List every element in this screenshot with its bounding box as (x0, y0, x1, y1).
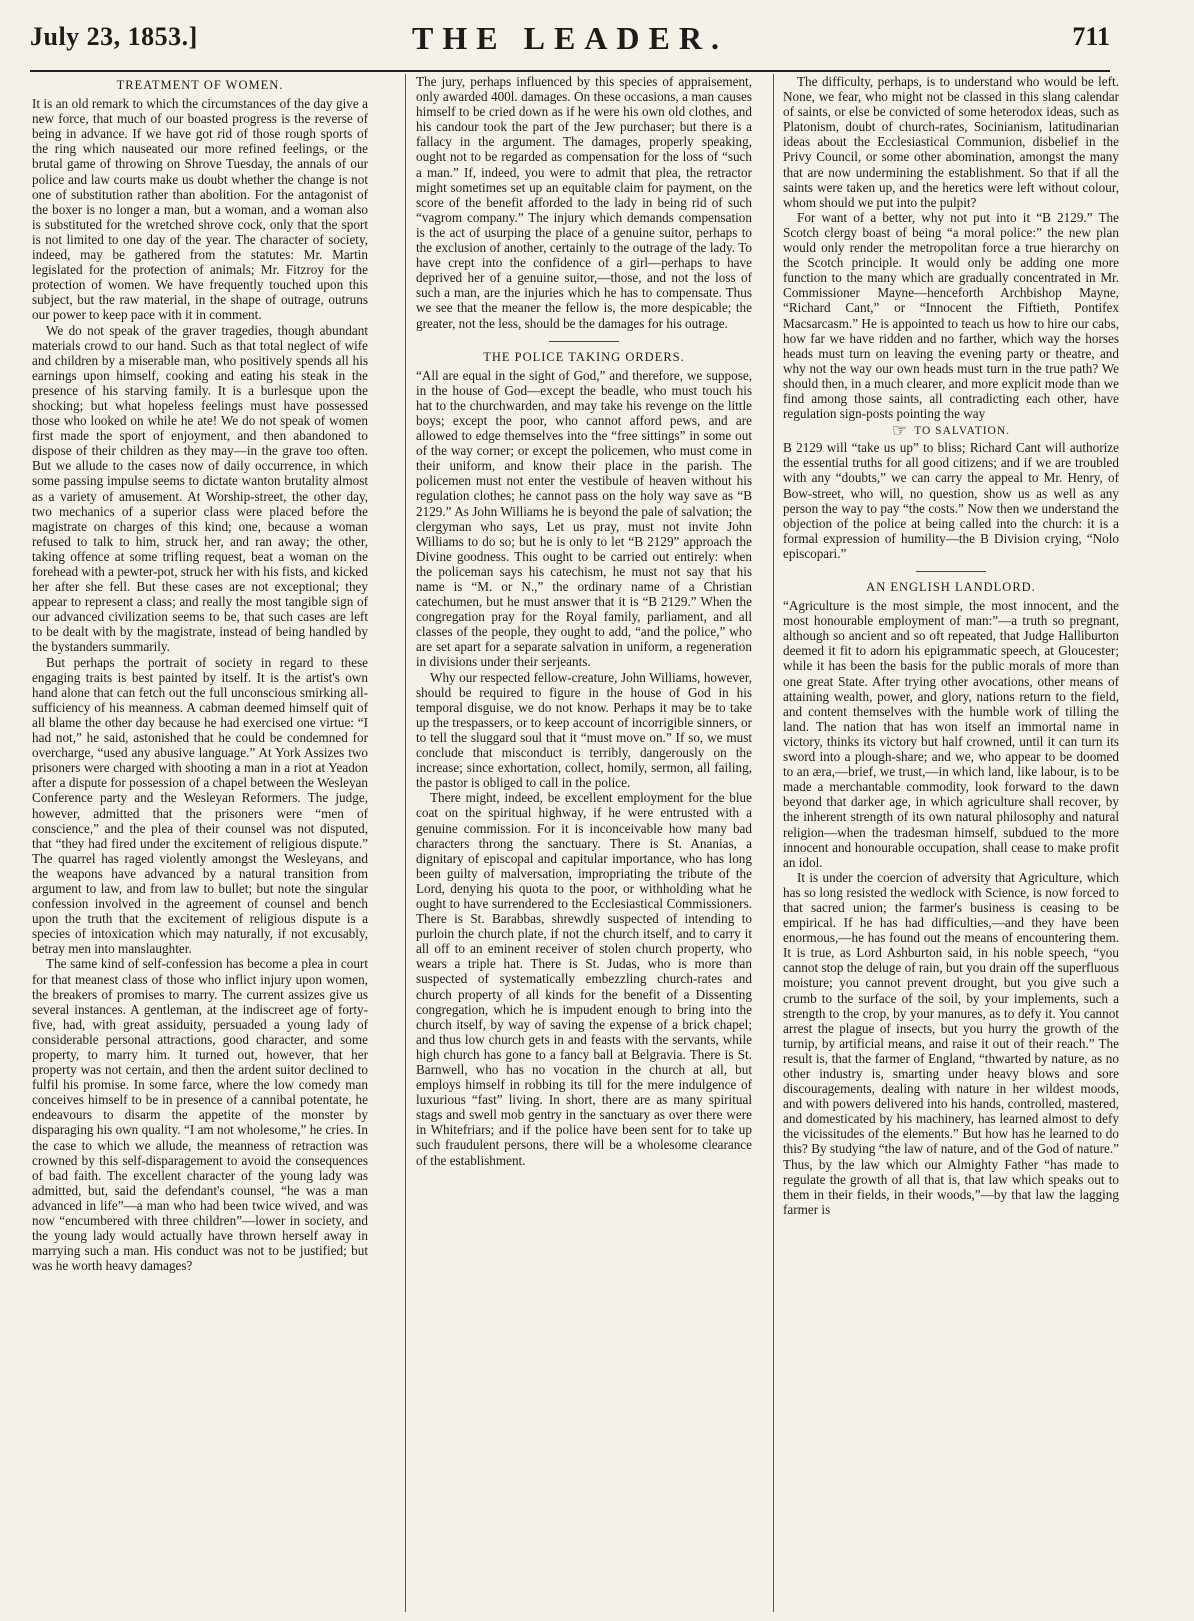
article-paragraph: We do not speak of the graver tragedies, though abundant materials crowd to our hand. Such as that total neglect of wife and children by a miserable man, who positively spends all his earnings upon himself, cooking and eating his steak in the presence of his starving family. It is a burlesque upon the shocking; but what hopeless feelings must have possessed those who looked on while he ate! We do not speak of women first made the sport of enjoyment, and then abandoned to dispose of their children as they may—in the grave too often. But we allude to the cases now of daily occurrence, in which some passing impulse seems to dictate wanton brutality almost as a variety of amusement. At Worship-street, the other day, two mechanics of a superior class were placed before the magistrate on charges of this kind; one, because a woman refused to talk to him, struck her, and ran away; the other, taking offence at some trifling request, beat a woman on the forehead with a pewter-pot, struck her with his fists, and kicked her after she fell. But these cases are not exceptional; they appear to represent a class; and really the most tangible sign of our advanced civilization seems to be, that such cases are left to be dealt with by the magistrate, instead of being handled by the bystanders summarily. (32, 322, 368, 655)
article-paragraph: It is under the coercion of adversity that Agriculture, which has so long resisted the wedlock with Science, is now forced to that sacred union; the farmer's business is ceasing to be empirical. If he has had difficulties,—and they have been enormous,—he has found out the means of encountering them. It is true, as Lord Ashburton said, in his noble speech, “you cannot stop the deluge of rain, but you drain off the superfluous moisture; you cannot prevent drought, but you give such a crumb to the surface of the soil, by your implements, such a strength to the crop, by your manures, as to defy it. You cannot arrest the plague of insects, but you hurry the growth of the turnip, by artificial means, and raise it out of their reach.” The result is, that the farmer of England, “thwarted by nature, as no other industry is, smarting under heavy blows and sore discouragements, dealing with nature in her wildest moods, and with powers delivered into his hands, controlled, mastered, and domesticated by his machinery, has learned almost to defy the vicissitudes of the elements.” But how has he learned to do this? By studying “the law of nature, and of the God of nature.” Thus, by the law which our Almighty Father “has made to regulate the growth of all that is, that law which speaks out to them in their fields, in their woods,”—by that law the lagging farmer is (783, 869, 1119, 1217)
article-paragraph: B 2129 will “take us up” to bliss; Richard Cant will authorize the essential truths for all good citizens; and if we are troubled with any “doubts,” we can carry the appeal to Mr. Henry, of Bow-street, who will, no question, show us as well as any person the way to pay “the costs.” Now then we understand the objection of the police at being called into the church: it is a formal expression of humility—the B Division crying, “Nolo episcopari.” (783, 440, 1119, 561)
column-rule-left (405, 74, 406, 1612)
article-paragraph: “All are equal in the sight of God,” and therefore, we suppose, in the house of God—except the beadle, who must touch his hat to the churchwarden, and may take his revenge on the little boys; except the poor, who cannot afford pews, and are allowed to edge themselves into the “free sittings” in some out of the way corner; or except the policemen, who must come in their uniform, and know their place in the parish. The policemen must not enter the vestibule of heaven without his regulation clothes; he cannot pass on the holy way save as “B 2129.” As John Williams he is beyond the pale of salvation; the clergyman who says, Let us pray, must not invite John Williams to do so; but he is only to let “B 2129” approach the Divine goodness. This ought to be carried out entirely: when the policeman says his catechism, he must not say that his name is “M. or N.,” the ordinary name of a Christian catechumen, but he must answer that it is “B 2129.” When the congregation pray for the Royal family, parliament, and all classes of the people, they ought to add, “and the police,” who are set apart for a separate salvation in uniform, a regeneration in divisions under their serjeants. (416, 367, 752, 670)
page-number: 711 (1072, 22, 1110, 51)
column-3 (783, 74, 1119, 1612)
article-separator (916, 571, 986, 572)
article-paragraph: “Agriculture is the most simple, the most innocent, and the most honourable employment of man:”—a truth so pregnant, although so ancient and so oft repeated, that Judge Halliburton deemed it fit to adorn his epigrammatic speech, at Gloucester; while it has been the basis for the public morals of more than one great State. After trying other avocations, other means of attaining wealth, power, and glory, nations return to the field, and content themselves with the humble work of tilling the land. The nation that has won itself an immortal name in victory, thinks its victory but half crowned, until it can turn its sword into a plough-share; and we, who appear to be doomed to an æra,—brief, we trust,—in which land, like labour, is to be made a merchantable commodity, look forward to the dawn beyond that darker age, in which agriculture shall recover, by the inherent strength of its own natural philosophy and natural religion—when the tradesman himself, subdued to the more innocent and honourable occupation, shall cease to make profit an idol. (783, 598, 1119, 870)
article-title-landlord: AN ENGLISH LANDLORD. (866, 580, 1036, 594)
article-paragraph: The jury, perhaps influenced by this species of appraisement, only awarded 400l. damages. On these occasions, a man causes himself to be cried down as if he were his own old clothes, and his candour took the part of the Jew purchaser; but there is a fallacy in the argument. The damages, properly speaking, ought not to be regarded as compensation for the loss of “such a man.” If, indeed, you were to admit that plea, the retractor might sometimes set up an equitable claim for payment, on the score of the benefit afforded to the lady in being rid of such “vagrom company.” The injury which demands compensation is the act of usurping the place of a genuine suitor, perhaps to the exclusion of another, certainly to the outrage of the lady. To have crept into the confidence of a girl—perhaps to have deprived her of a genuine suitor,—those, and not the loss of such a man, are the injuries which he has to compensate. Thus we see that the meaner the fellow is, the more despicable; the greater, not the less, should be the damages for his outrage. (416, 74, 752, 331)
column-2 (416, 74, 752, 1612)
article-paragraph: Why our respected fellow-creature, John Williams, however, should be required to figure in the house of God in his temporal disguise, we do not know. Perhaps it may be to take up the trespassers, or to keep account of incorrigible sinners, or to tell the sluggard soul that it “must move on.” If so, we must conclude that misconduct is terribly, dangerously on the increase; since exhortation, collect, homily, sermon, all failing, the pastor is obliged to call in the police. (416, 669, 752, 791)
article-paragraph: But perhaps the portrait of society in regard to these engaging traits is best painted by itself. It is the artist's own hand alone that can fetch out the full unconscious smirking all-sufficiency of his meanness. A cabman deemed himself quit of all blame the other day because he had exercised one virtue: “I had not,” he said, astonished that he could be condemned for overcharge, “used any abusive language.” At York Assizes two prisoners were charged with shooting a man in a riot at Yeadon after a dispute for possession of a chapel between the Wesleyan Conference party and the Wesleyan Reformers. The judge, however, admitted that the prisoners were “men of conscience,” and the plea of their counsel was not disputed, that “they had fired under the excitement of religious dispute.” The quarrel has raged violently amongst the Wesleyans, and the weapons have advanced by a natural transition from argument to law, and from law to bullet; but note the singular confession involved in the agreement of counsel and bench upon the truth that the excitement of religious dispute is a species of intoxication which may naturally, if not excusably, betray men into manslaughter. (32, 654, 368, 957)
article-title-police: THE POLICE TAKING ORDERS. (483, 349, 685, 364)
column-1 (32, 74, 368, 1612)
newspaper-title: THE LEADER. (412, 20, 728, 56)
article-paragraph: It is an old remark to which the circumstances of the day give a new force, that much of our boasted progress is the reverse of being in advance. If we have got rid of those rough sports of the ring which nauseated our more refined feelings, or the brutal game of throwing on Shrove Tuesday, the annals of our police and law courts make us doubt whether the change is not one of substitution rather than abolition. For the antagonist of the boxer is no longer a man, but a woman, and a woman also is substituted for the wretched shrove cock, only that the sport is not limited to one day of the year. The character of society, indeed, may be gathered from the statutes: Mr. Martin legislated for the protection of animals; Mr. Fitzroy for the protection of women. We have frequently touched upon this subject, but the raw material, in the shape of outrage, outruns our power to keep pace with it in comment. (32, 96, 368, 323)
signpost-line (783, 423, 1119, 439)
article-paragraph: For want of a better, why not put into it “B 2129.” The Scotch clergy boast of being “a moral police:” the new plan would only render the metropolitan force a true hierarchy on the Scotch principle. It would only be adding one more function to the many which are gradually concentrated in Mr. Commissioner Mayne—henceforth Archbishop Mayne, “Richard Cant,” or “Innocent the Fiftieth, Pontifex Macsarcasm.” He is appointed to teach us how to hire our cabs, how far we have ridden and no farther, which way the horses heads must turn on leaving the evening party or theatre, and why not the way our own heads must turn in the true path? We should then, in a much clearer, and more explicit mode than we find among those saints, all contradicting each other, have regulation sign-posts pointing the way (783, 209, 1119, 422)
article-separator (549, 341, 619, 342)
article-paragraph: There might, indeed, be excellent employment for the blue coat on the spiritual highway, if he were entrusted with a genuine commission. For it is inconceivable how many bad characters throng the sanctuary. There is St. Ananias, a dignitary of episcopal and capitular importance, who has long been guilty of malversation, impropriating the tribute of the Lord, denying his quota to the poor, or withholding what he ought to have surrendered to the Ecclesiastical Commissioners. There is St. Barabbas, shrewdly suspected of intending to purloin the church plate, if not the church itself, and to carry it all off to an eminent receiver of stolen church property, who wears a triple hat. There is St. Judas, who is more than suspected of systematically embezzling church-rates and church property of all kinds for the benefit of a Dissenting congregation, which he is impudent enough to bring into the church itself, by way of saving the expense of a brick chapel; and thus low church gets in and feasts with the servants, while high church has gone to a fancy ball at Belgravia. There is St. Barnwell, who has no vocation in the church at all, but employs himself in robbing its till for the mere indulgence of luxurious “fast” living. In short, there are as many spiritual stags and swell mob gentry in the sanctuary as over there were in Whitefriars; and if the police have been sent for to take up such fraudulent persons, there will be a wholesome clearance of the establishment. (416, 790, 752, 1168)
pointing-hand-icon: ☞ (891, 421, 909, 441)
signpost-text: TO SALVATION. (914, 425, 1011, 438)
article-paragraph: The same kind of self-confession has become a plea in court for that meanest class of those who inflict injury upon women, the breakers of promises to marry. The current assizes give us several instances. A gentleman, at the indiscreet age of forty-five, had, with great assiduity, persuaded a young lady of considerable personal attractions, good character, and some property, to marry him. It turned out, however, that her property was not certain, and then the ardent suitor declined to fulfil his promise. In some farce, where the low comedy man conceives himself to be in presence of a cannibal potentate, he endeavours to disarm the appetite of the monster by disparaging his own quality. “I am not wholesome,” he cries. In the case to which we allude, the meanness of retraction was crowned by this self-disparagement to avoid the consequences of bad faith. The excellent character of the young lady was admitted, but, said the defendant's counsel, “he was a man advanced in life”—a man who had been twice wived, and was now “encumbered with three children”—lower in society, and the young lady would actually have thrown herself away in marrying such a man. His conduct was not to be justified; but was he worth heavy damages? (32, 956, 368, 1274)
issue-date: July 23, 1853.] (30, 22, 198, 51)
article-title-treatment: TREATMENT OF WOMEN. (116, 78, 284, 92)
column-rule-right (773, 74, 774, 1612)
article-paragraph: The difficulty, perhaps, is to understand who would be left. None, we fear, who might not be classed in this slang calendar of saints, or else be convicted of some heterodox ideas, such as Platonism, doubt of church-rates, Socinianism, latitudinarian ideas about the Ecclesiastical Communion, disbelief in the Privy Council, or some other abomination, amongst the many that are now undermining the establishment. So that if all the saints were taken up, and the heretics were left without colour, whom should we put into the pulpit? (783, 74, 1119, 210)
masthead (30, 14, 1110, 72)
